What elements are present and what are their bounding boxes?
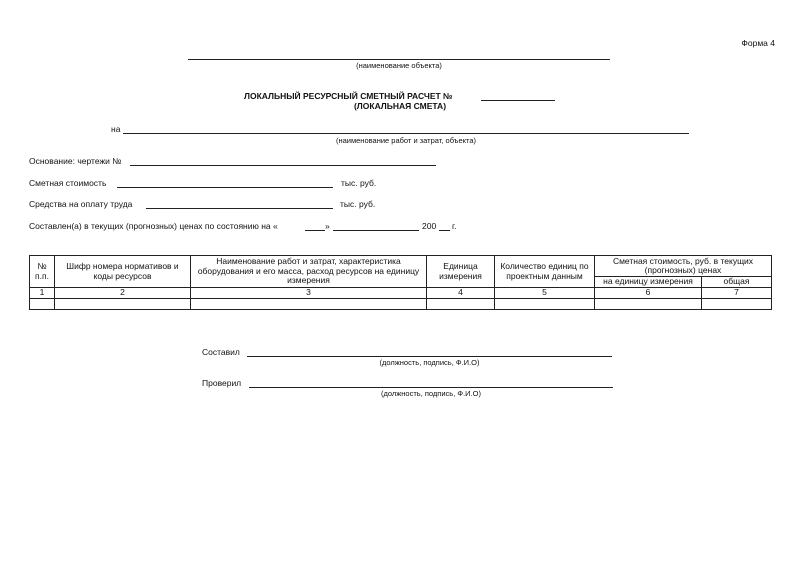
labor-label: Средства на оплату труда [29, 199, 133, 209]
header-name: Наименование работ и затрат, характеристика оборудования и его масса, расход ресурсов на единицу измерения [191, 256, 427, 288]
works-caption: (наименование работ и затрат, объекта) [335, 136, 477, 145]
header-cost-total: общая [702, 277, 772, 288]
checked-by-label: Проверил [202, 378, 242, 388]
labor-unit: тыс. руб. [340, 199, 376, 209]
header-cost-unit: на единицу измерения [595, 277, 702, 288]
header-code: Шифр номера нормативов и коды ресурсов [55, 256, 191, 288]
table-row [30, 299, 772, 310]
col-number-1: 1 [30, 288, 55, 299]
title-line2: (ЛОКАЛЬНАЯ СМЕТА) [353, 101, 447, 111]
compiled-year-line [439, 230, 450, 231]
na-label: на [111, 124, 121, 134]
col-number-3: 3 [191, 288, 427, 299]
compiled-by-label: Составил [202, 347, 240, 357]
compiled-day-line [305, 230, 325, 231]
empty-cell [427, 299, 495, 310]
works-line [123, 133, 689, 134]
header-qty: Количество единиц по проектным данным [495, 256, 595, 288]
form-label: Форма 4 [741, 38, 775, 48]
cost-line [117, 187, 333, 188]
col-number-4: 4 [427, 288, 495, 299]
labor-line [146, 208, 333, 209]
empty-cell [30, 299, 55, 310]
compiled-by-line [247, 356, 612, 357]
empty-cell [702, 299, 772, 310]
compiled-by-caption: (должность, подпись, Ф.И.О) [379, 358, 480, 367]
checked-by-caption: (должность, подпись, Ф.И.О) [381, 389, 481, 398]
compiled-quote-close: » [325, 221, 330, 231]
object-caption: (наименование объекта) [356, 61, 442, 70]
resource-table [29, 255, 772, 310]
empty-cell [191, 299, 427, 310]
col-number-7: 7 [702, 288, 772, 299]
checked-by-line [249, 387, 613, 388]
title-line1: ЛОКАЛЬНЫЙ РЕСУРСНЫЙ СМЕТНЫЙ РАСЧЕТ № [244, 91, 453, 101]
compiled-month-line [333, 230, 419, 231]
header-cost: Сметная стоимость, руб. в текущих (прогнозных) ценах [595, 256, 772, 277]
header-num: № п.п. [30, 256, 55, 288]
empty-cell [595, 299, 702, 310]
empty-cell [495, 299, 595, 310]
compiled-year-suffix: г. [452, 221, 457, 231]
header-unit: Единица измерения [427, 256, 495, 288]
basis-label: Основание: чертежи № [29, 156, 122, 166]
col-number-2: 2 [55, 288, 191, 299]
cost-unit: тыс. руб. [341, 178, 377, 188]
col-number-6: 6 [595, 288, 702, 299]
object-line [188, 59, 610, 60]
cost-label: Сметная стоимость [29, 178, 107, 188]
basis-line [130, 165, 436, 166]
col-number-5: 5 [495, 288, 595, 299]
empty-cell [55, 299, 191, 310]
compiled-year: 200 [422, 221, 437, 231]
compiled-prefix: Составлен(а) в текущих (прогнозных) ценах по состоянию на « [29, 221, 278, 231]
